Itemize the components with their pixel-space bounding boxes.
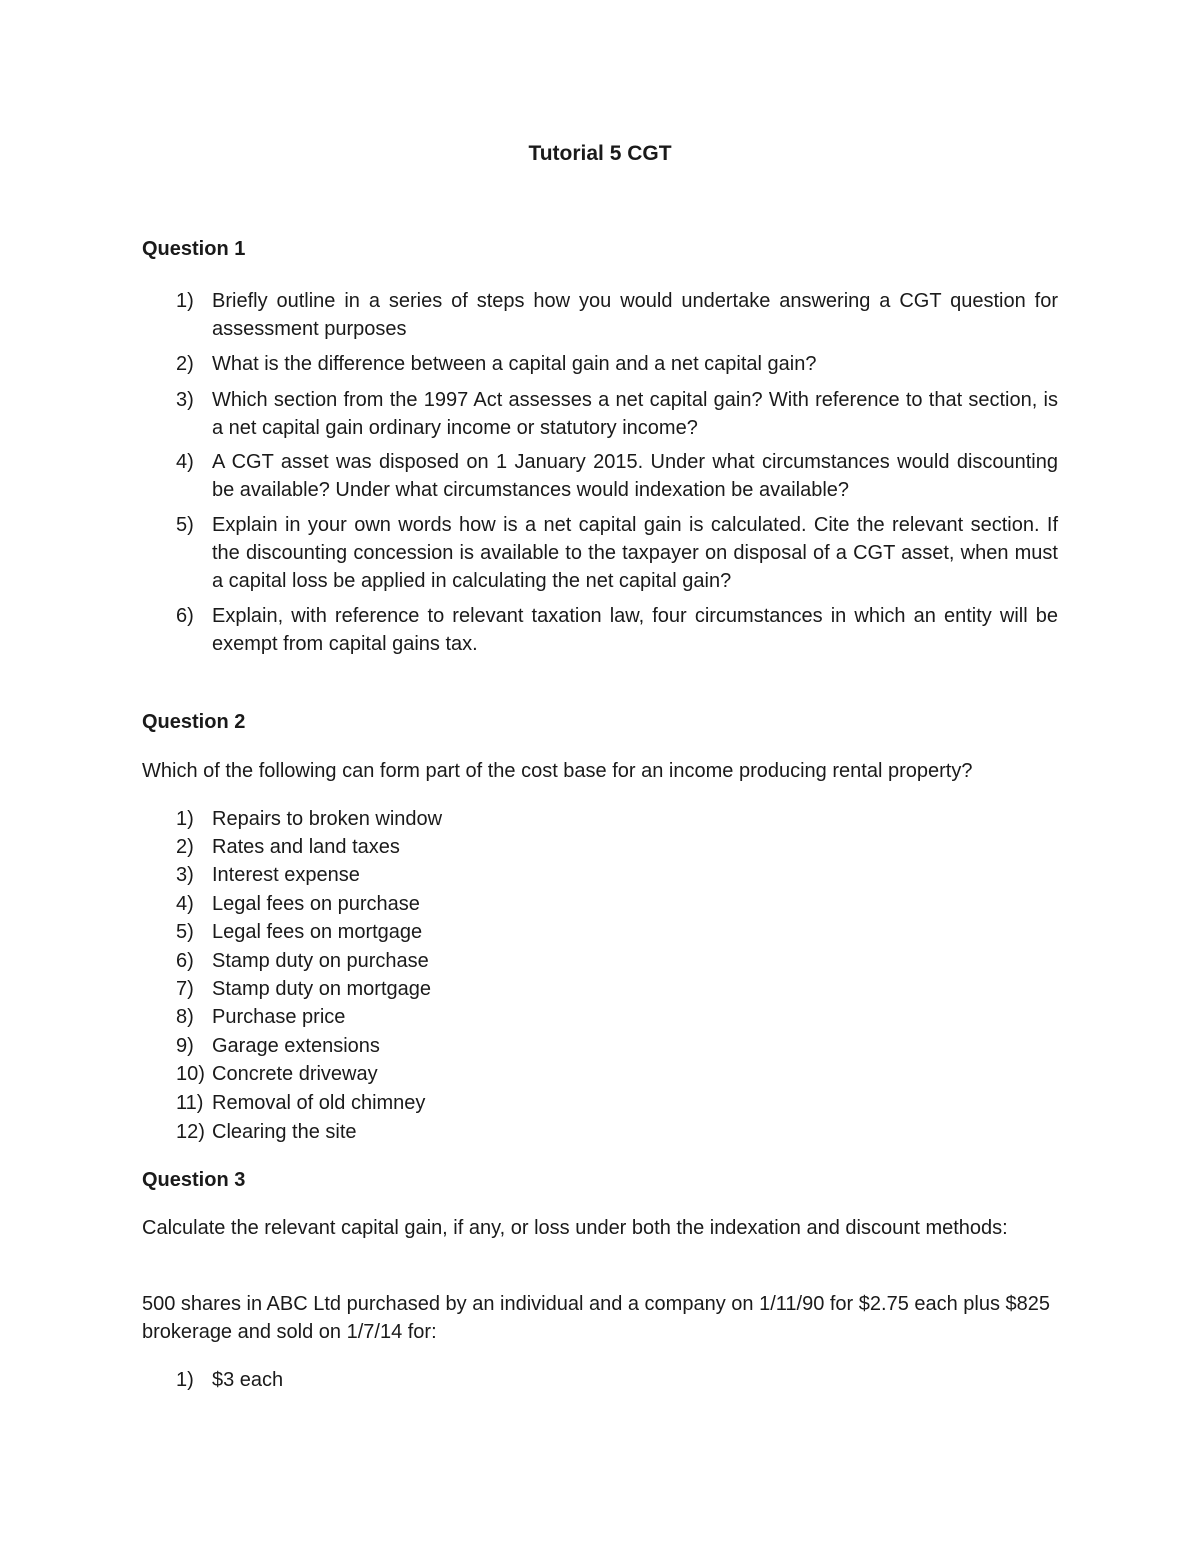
list-item — [176, 861, 1058, 889]
list-item-number: 11) — [176, 1092, 204, 1114]
list-item-number: 3) — [176, 389, 194, 411]
list-item-text: Repairs to broken window — [212, 808, 443, 830]
list-item — [176, 1032, 1058, 1060]
question-3-scenario: 500 shares in ABC Ltd purchased by an individual and a company on 1/11/90 for $2.75 each plus $825 brokerage and sold on 1/7/14 for: — [142, 1293, 1051, 1343]
list-item-number: 1) — [176, 808, 194, 830]
list-item-number: 6) — [176, 950, 194, 972]
list-item-number: 12) — [176, 1121, 205, 1143]
list-item-text: Purchase price — [212, 1006, 346, 1028]
list-item-number: 3) — [176, 864, 194, 886]
list-item — [176, 287, 1058, 343]
list-item-number: 4) — [176, 893, 194, 915]
list-item-text: Legal fees on mortgage — [212, 921, 423, 943]
list-item — [176, 1089, 1058, 1117]
list-item-text: Interest expense — [212, 864, 360, 886]
list-item-number: 1) — [176, 290, 194, 312]
list-item — [176, 947, 1058, 975]
list-item — [176, 386, 1058, 442]
list-item-number: 8) — [176, 1006, 194, 1028]
list-item-number: 2) — [176, 836, 194, 858]
list-item-text: Briefly outline in a series of steps how you would undertake answering a CGT question for assessment purposes — [212, 290, 1058, 340]
question-1-heading: Question 1 — [142, 238, 246, 260]
list-item-number: 6) — [176, 605, 194, 627]
list-item-number: 10) — [176, 1063, 205, 1085]
list-item-number: 2) — [176, 353, 194, 375]
list-item — [176, 1118, 1058, 1146]
list-item-text: Garage extensions — [212, 1035, 380, 1057]
list-item-text: A CGT asset was disposed on 1 January 2015. Under what circumstances would discounting be available? Under what circumstances would indexation be available? — [212, 451, 1058, 501]
list-item — [176, 1060, 1058, 1088]
list-item-number: 9) — [176, 1035, 194, 1057]
list-item-text: Clearing the site — [212, 1121, 357, 1143]
list-item — [176, 805, 1058, 833]
list-item — [176, 350, 1058, 378]
list-item — [176, 918, 1058, 946]
list-item-text: Legal fees on purchase — [212, 893, 420, 915]
list-item-text: Rates and land taxes — [212, 836, 400, 858]
list-item-text: Removal of old chimney — [212, 1092, 426, 1114]
list-item — [176, 511, 1058, 595]
list-item-text: Which section from the 1997 Act assesses a net capital gain? With reference to that section, is a net capital gain ordinary income or statutory income? — [212, 389, 1058, 439]
list-item — [176, 890, 1058, 918]
list-item-text: $3 each — [212, 1369, 284, 1391]
list-item-text: Concrete driveway — [212, 1063, 378, 1085]
document-title: Tutorial 5 CGT — [528, 142, 672, 165]
question-3-prompt: Calculate the relevant capital gain, if any, or loss under both the indexation and discount methods: — [142, 1217, 1008, 1239]
list-item-text: What is the difference between a capital gain and a net capital gain? — [212, 353, 817, 375]
list-item-text: Stamp duty on purchase — [212, 950, 429, 972]
list-item-number: 4) — [176, 451, 194, 473]
list-item-number: 7) — [176, 978, 194, 1000]
list-item — [176, 448, 1058, 504]
question-3-heading: Question 3 — [142, 1169, 246, 1191]
list-item — [176, 975, 1058, 1003]
list-item-number: 5) — [176, 514, 194, 536]
list-item-text: Explain in your own words how is a net capital gain is calculated. Cite the relevant section. If the discounting concession is available to the taxpayer on disposal of a CGT asset, when must a capital loss be applied in calculating the net capital gain? — [212, 514, 1058, 592]
list-item — [176, 602, 1058, 658]
list-item — [176, 1003, 1058, 1031]
list-item-number: 5) — [176, 921, 194, 943]
list-item-text: Explain, with reference to relevant taxation law, four circumstances in which an entity will be exempt from capital gains tax. — [212, 605, 1058, 655]
list-item — [176, 833, 1058, 861]
list-item-text: Stamp duty on mortgage — [212, 978, 432, 1000]
list-item-number: 1) — [176, 1369, 194, 1391]
question-2-prompt: Which of the following can form part of the cost base for an income producing rental property? — [142, 760, 973, 782]
question-2-heading: Question 2 — [142, 711, 246, 733]
list-item — [176, 1366, 1058, 1394]
